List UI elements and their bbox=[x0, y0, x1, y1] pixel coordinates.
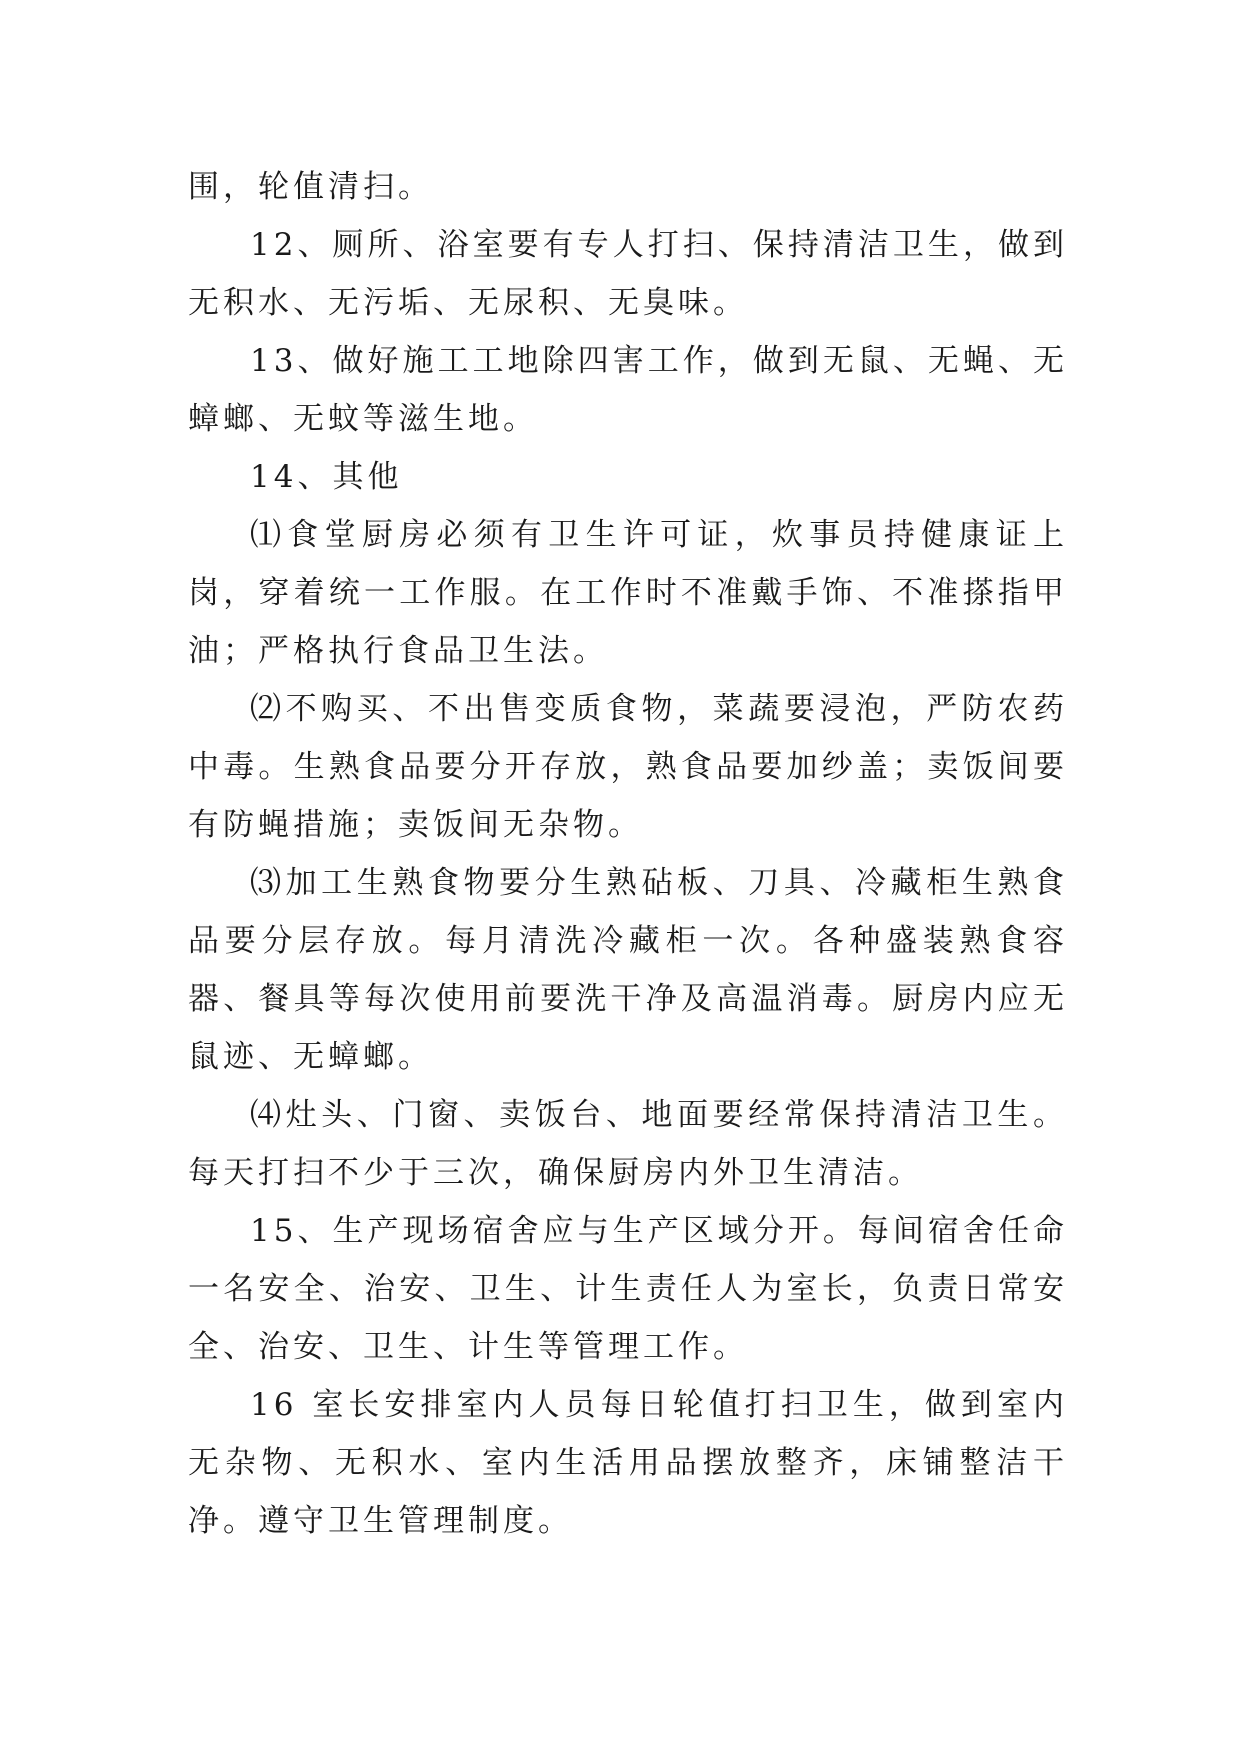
paragraph-subitem-1: ⑴食堂厨房必须有卫生许可证，炊事员持健康证上岗，穿着统一工作服。在工作时不准戴手饰、不准搽指甲油；严格执行食品卫生法。 bbox=[188, 517, 1068, 669]
paragraph-item-14: 14、其他 bbox=[250, 459, 403, 495]
paragraph-continuation: 围，轮值清扫。 bbox=[188, 169, 433, 205]
paragraph-subitem-2: ⑵不购买、不出售变质食物，菜蔬要浸泡，严防农药中毒。生熟食品要分开存放，熟食品要加纱盖；卖饭间要有防蝇措施；卖饭间无杂物。 bbox=[188, 691, 1068, 843]
paragraph-item-15: 15、生产现场宿舍应与生产区域分开。每间宿舍任命一名安全、治安、卫生、计生责任人为室长，负责日常安全、治安、卫生、计生等管理工作。 bbox=[188, 1213, 1068, 1365]
paragraph-item-13: 13、做好施工工地除四害工作，做到无鼠、无蝇、无蟑螂、无蚊等滋生地。 bbox=[188, 343, 1068, 437]
paragraph-subitem-3: ⑶加工生熟食物要分生熟砧板、刀具、冷藏柜生熟食品要分层存放。每月清洗冷藏柜一次。各种盛装熟食容器、餐具等每次使用前要洗干净及高温消毒。厨房内应无鼠迹、无蟑螂。 bbox=[188, 865, 1068, 1075]
paragraph-item-12: 12、厕所、浴室要有专人打扫、保持清洁卫生，做到无积水、无污垢、无尿积、无臭味。 bbox=[188, 227, 1068, 321]
paragraph-subitem-4: ⑷灶头、门窗、卖饭台、地面要经常保持清洁卫生。每天打扫不少于三次，确保厨房内外卫生清洁。 bbox=[188, 1097, 1068, 1191]
paragraph-item-16: 16 室长安排室内人员每日轮值打扫卫生，做到室内无杂物、无积水、室内生活用品摆放整齐，床铺整洁干净。遵守卫生管理制度。 bbox=[188, 1387, 1068, 1539]
document-body bbox=[188, 158, 1068, 1550]
